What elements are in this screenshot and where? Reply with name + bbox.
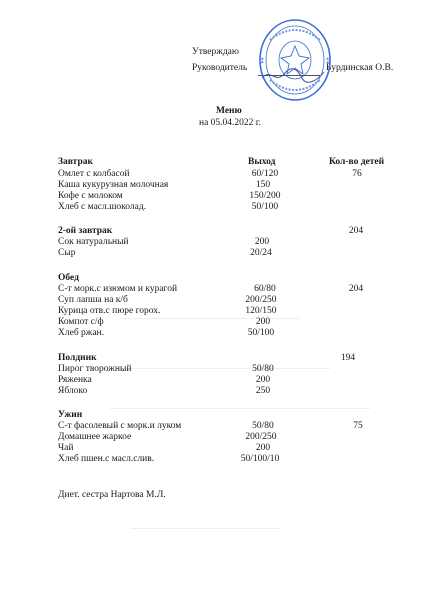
bleed-through-line	[130, 528, 280, 529]
menu-item: Хлеб с масл.шоколад.	[58, 202, 147, 212]
menu-item-output: 50/100	[247, 328, 275, 338]
menu-item: Каша кукурузная молочная	[58, 180, 169, 190]
menu-item-output: 60/80	[254, 284, 276, 294]
children-count: 204	[348, 226, 364, 236]
section-lunch-title: Обед	[58, 273, 79, 283]
approver-name: Бурдинская О.В.	[326, 63, 394, 73]
menu-item: Ряженка	[58, 375, 92, 385]
menu-item: С-т морк.с изюмом и курагой	[58, 284, 178, 294]
menu-item: Домашнее жаркое	[58, 432, 132, 442]
menu-item-output: 60/120	[251, 169, 279, 179]
menu-item-output: 200	[255, 443, 271, 453]
children-count: 194	[340, 353, 356, 363]
round-seal-icon	[258, 18, 332, 102]
menu-date: на 05.04.2022 г.	[199, 118, 262, 128]
menu-item-output: 50/80	[252, 364, 274, 374]
menu-item: Хлеб пшен.с масл.слив.	[58, 454, 155, 464]
menu-item: Омлет с колбасой	[58, 169, 130, 179]
column-header-output: Выход	[248, 157, 276, 167]
menu-item-output: 200/250	[245, 432, 277, 442]
children-count: 76	[352, 169, 362, 179]
menu-item-output: 250	[255, 386, 271, 396]
menu-item: Яблоко	[58, 386, 88, 396]
menu-item-output: 50/80	[252, 421, 274, 431]
menu-item: Суп лапша на к/б	[58, 295, 128, 305]
menu-item: Кофе с молоком	[58, 191, 123, 201]
children-count: 75	[353, 421, 363, 431]
menu-item: Курица отв.с пюре горох.	[58, 306, 161, 316]
menu-item-output: 50/100/10	[240, 454, 280, 464]
menu-item-output: 200	[255, 375, 271, 385]
menu-item: Сок натуральный	[58, 237, 129, 247]
menu-item: Пирог творожный	[58, 364, 132, 374]
menu-item-output: 200	[254, 237, 270, 247]
menu-item: Хлеб ржан.	[58, 328, 105, 338]
menu-item-output: 50/100	[251, 202, 279, 212]
section-dinner-title: Ужин	[58, 410, 83, 420]
menu-item: С-т фасолевый с морк.и луком	[58, 421, 182, 431]
section-breakfast-title: Завтрак	[58, 157, 93, 167]
menu-item-output: 20/24	[250, 248, 272, 258]
menu-item-output: 200	[255, 317, 271, 327]
menu-item: Компот с/ф	[58, 317, 104, 327]
bleed-through-line	[110, 408, 370, 409]
menu-item: Чай	[58, 443, 74, 453]
menu-item: Сыр	[58, 248, 76, 258]
dietitian-signature: Диет. сестра Нартова М.Л.	[58, 490, 166, 500]
menu-item-output: 150	[255, 180, 271, 190]
menu-item-output: 150/200	[249, 191, 281, 201]
page-title: Меню	[216, 106, 242, 116]
menu-item-output: 200/250	[245, 295, 277, 305]
section-second-breakfast-title: 2-ой завтрак	[58, 226, 113, 236]
column-header-children: Кол-во детей	[329, 157, 385, 167]
bleed-through-line	[100, 368, 330, 369]
children-count: 204	[348, 284, 364, 294]
section-snack-title: Полдник	[58, 353, 97, 363]
approver-role: Руководитель	[192, 63, 248, 73]
approve-label: Утверждаю	[192, 47, 239, 57]
menu-item-output: 120/150	[245, 306, 277, 316]
